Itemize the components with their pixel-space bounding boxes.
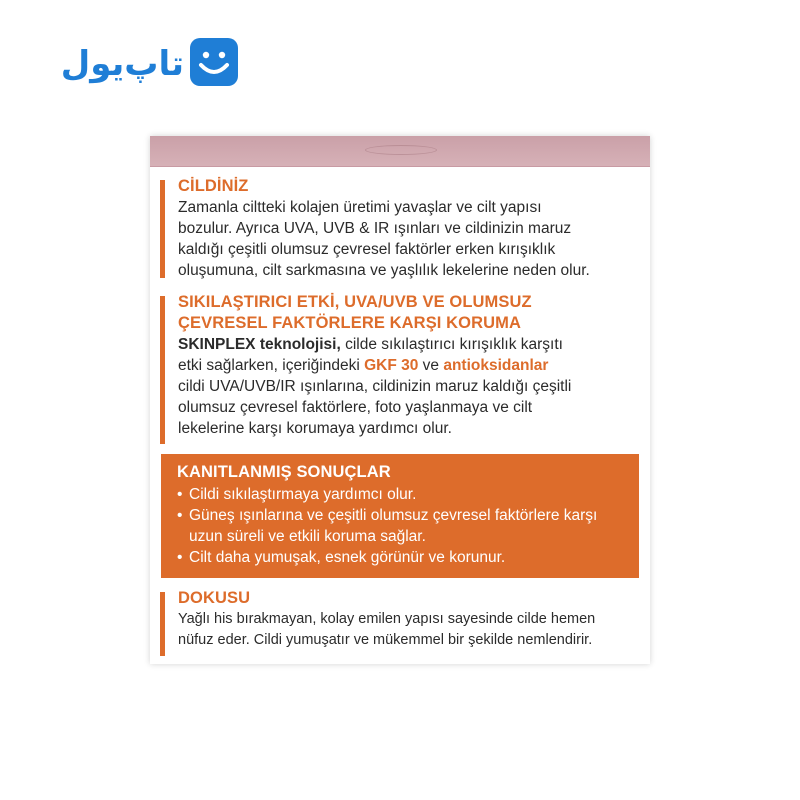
text-line: olumsuz çevresel faktörlere, foto yaşlanmaya ve cilt (178, 399, 533, 416)
text-fragment: ve (418, 357, 444, 374)
text-line (178, 355, 640, 376)
section-accent-bar (160, 592, 165, 656)
smiley-face-icon (190, 38, 238, 86)
list-item: • Güneş ışınlarına ve çeşitli olumsuz çevresel faktörlere karşı uzun süreli ve etkili koruma sağlar. (177, 505, 627, 547)
section-text (178, 334, 640, 439)
section-cildiniz (160, 176, 640, 280)
text-fragment: etki sağlarken, içeriğindeki (178, 357, 365, 374)
lid-emboss (365, 145, 437, 155)
skinplex-label: SKINPLEX teknolojisi, (178, 336, 341, 353)
section-heading: DOKUSU (178, 589, 251, 607)
box-lid (150, 136, 650, 167)
text-line: bozulur. Ayrıca UVA, UVB & IR ışınları ve cildinizin maruz (178, 220, 572, 237)
section-text (178, 197, 640, 281)
text-fragment: cilde sıkılaştırıcı kırışıklık karşıtı (340, 336, 563, 353)
section-accent-bar (160, 296, 165, 444)
section-heading: CİLDİNİZ (178, 177, 249, 195)
list-item: • Cilt daha yumuşak, esnek görünür ve korunur. (177, 547, 627, 568)
text-line: Yağlı his bırakmayan, kolay emilen yapısı sayesinde cilde hemen (178, 611, 596, 627)
text-line: oluşumuna, cilt sarkmasına ve yaşlılık lekelerine neden olur. (178, 262, 590, 279)
section-heading: KANITLANMIŞ SONUÇLAR (177, 463, 391, 481)
section-koruma (160, 292, 640, 444)
store-logo-text: تاپ‌یول (60, 44, 184, 84)
text-line: kaldığı çeşitli olumsuz çevresel faktörler erken kırışıklık (178, 241, 556, 258)
antioksidanlar-label: antioksidanlar (443, 357, 549, 374)
store-logo (44, 38, 234, 90)
list-item: • Cildi sıkılaştırmaya yardımcı olur. (177, 484, 627, 505)
section-heading: ÇEVRESEL FAKTÖRLERE KARŞI KORUMA (178, 314, 522, 332)
text-line (178, 334, 640, 355)
section-text (178, 609, 640, 651)
text-line: cildi UVA/UVB/IR ışınlarına, cildinizin maruz kaldığı çeşitli (178, 378, 572, 395)
text-line: lekelerine karşı korumaya yardımcı olur. (178, 420, 452, 437)
results-list (177, 484, 627, 568)
section-heading: SIKILAŞTIRICI ETKİ, UVA/UVB VE OLUMSUZ (178, 293, 532, 311)
text-line: Zamanla ciltteki kolajen üretimi yavaşlar ve cilt yapısı (178, 199, 542, 216)
gkf-label: GKF 30 (364, 357, 419, 374)
text-line: nüfuz eder. Cildi yumuşatır ve mükemmel bir şekilde nemlendirir. (178, 632, 593, 648)
section-sonuclar (161, 454, 639, 578)
section-dokusu (160, 588, 640, 658)
section-accent-bar (160, 180, 165, 278)
product-box (150, 136, 650, 664)
